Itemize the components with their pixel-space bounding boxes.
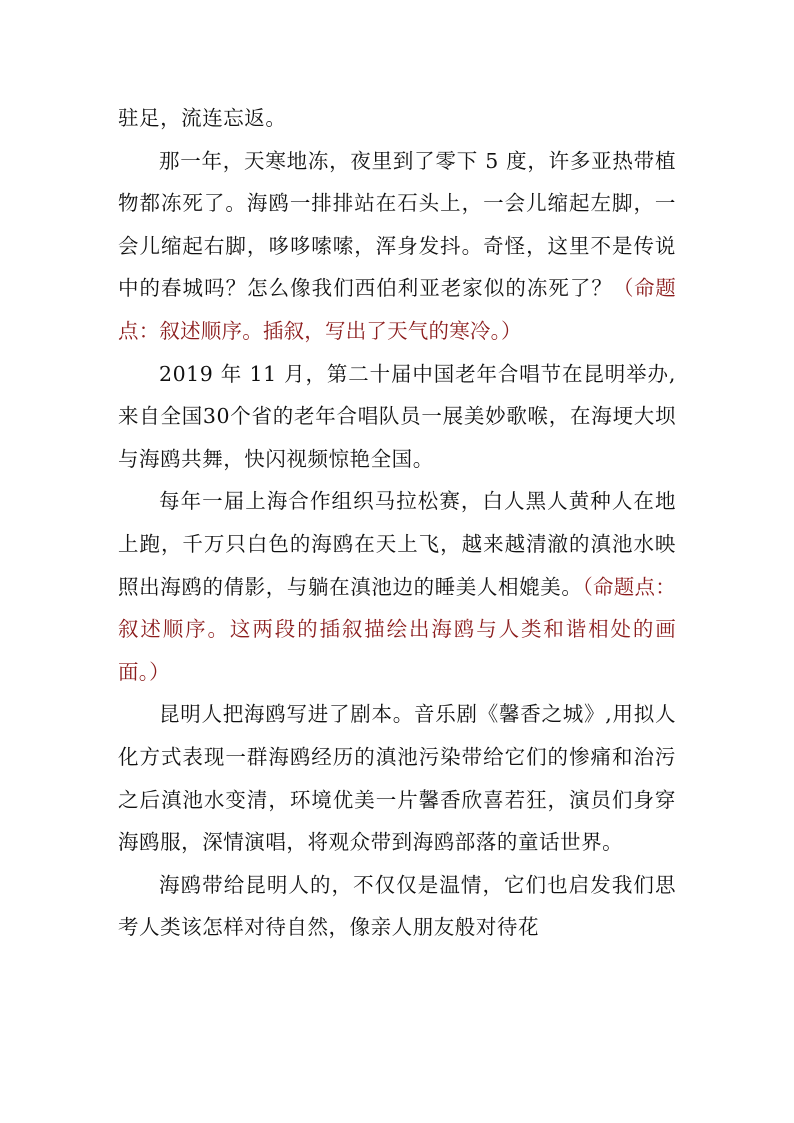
- paragraph-5-text: 昆明人把海鸥写进了剧本。音乐剧《馨香之城》,用拟人化方式表现一群海鸥经历的滇池污染带给它们的惨痛和治污之后滇池水变清，环境优美一片馨香欣喜若狂，演员们身穿海鸥服，深情演唱，将观众带到海鸥部落的童话世界。: [118, 702, 676, 855]
- paragraph-1-text: 驻足，流连忘返。: [118, 106, 287, 130]
- paragraph-6-text: 海鸥带给昆明人的，不仅仅是温情，它们也启发我们思考人类该怎样对待自然，像亲人朋友般对待花: [118, 872, 676, 940]
- paragraph-2: [118, 140, 676, 353]
- paragraph-6: [118, 864, 676, 949]
- article-body: [118, 97, 676, 949]
- paragraph-4-text: 每年一届上海合作组织马拉松赛，白人黑人黄种人在地上跑，千万只白色的海鸥在天上飞，越来越清澈的滇池水映照出海鸥的倩影，与躺在滇池边的睡美人相媲美。: [118, 489, 676, 599]
- paragraph-4: [118, 480, 676, 693]
- paragraph-3: [118, 353, 676, 481]
- paragraph-3-text: 2019 年 11 月，第二十届中国老年合唱节在昆明举办,来自全国30个省的老年合唱队员一展美妙歌喉，在海埂大坝与海鸥共舞，快闪视频惊艳全国。: [118, 361, 676, 471]
- paragraph-2-text: 那一年，天寒地冻，夜里到了零下 5 度，许多亚热带植物都冻死了。海鸥一排排站在石头上，一会儿缩起左脚，一会儿缩起右脚，哆哆嗦嗦，浑身发抖。奇怪，这里不是传说中的春城吗？怎么像我们西伯利亚老家似的冻死了？: [118, 148, 676, 301]
- paragraph-1: [118, 97, 676, 140]
- paragraph-5: [118, 693, 676, 863]
- annotation-note-2: （命题点：叙述顺序。这两段的插叙描绘出海鸥与人类和谐相处的画面。）: [118, 574, 677, 684]
- annotation-note-1: （命题点：叙述顺序。插叙，写出了天气的寒冷。）: [118, 276, 676, 343]
